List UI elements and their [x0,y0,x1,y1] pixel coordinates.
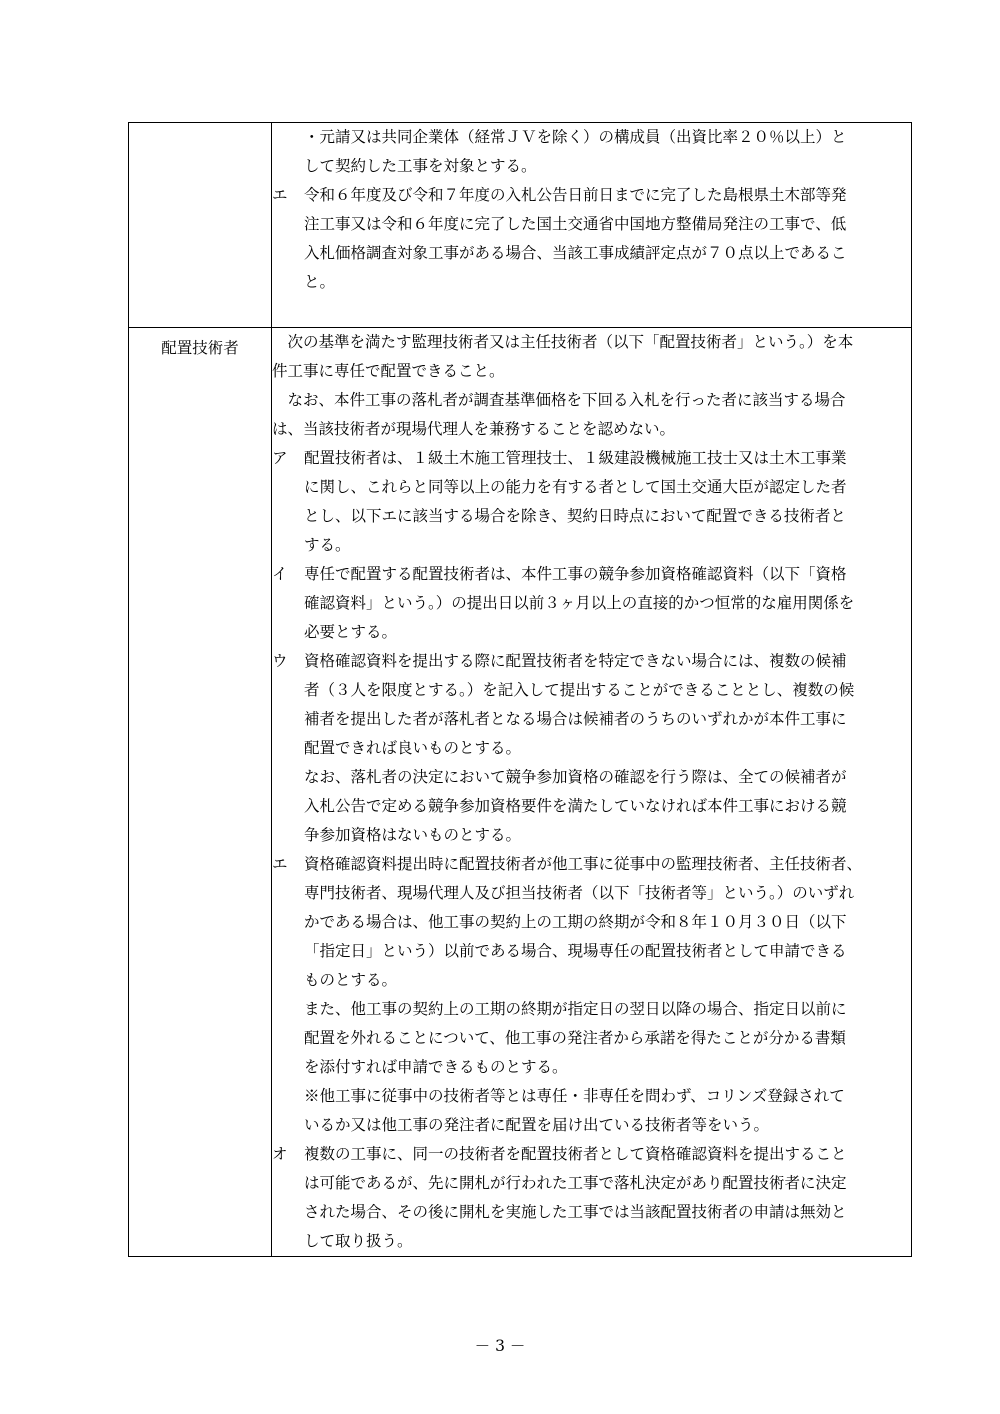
text-line: なお、本件工事の落札者が調査基準価格を下回る入札を行った者に該当する場合 [272,391,846,409]
text-line: に関し、これらと同等以上の能力を有する者として国土交通大臣が認定した者 [304,478,847,496]
text-line: を添付すれば申請できるものとする。 [304,1058,568,1076]
list-item [272,647,911,850]
text-line: 資格確認資料を提出する際に配置技術者を特定できない場合には、複数の候補 [304,652,847,670]
text-line: 専門技術者、現場代理人及び担当技術者（以下「技術者等」という。）のいずれ [304,884,855,902]
row-label: 配置技術者 [161,339,239,357]
text-line: 複数の工事に、同一の技術者を配置技術者として資格確認資料を提出すること [304,1145,847,1163]
item-marker: エ [272,855,288,873]
text-line: 配置できれば良いものとする。 [304,739,522,757]
text-line: ものとする。 [304,971,398,989]
text-line: して取り扱う。 [304,1232,413,1250]
text-line: 入札公告で定める競争参加資格要件を満たしていなければ本件工事における競 [304,797,847,815]
text-line: する。 [304,536,351,554]
text-line: 「指定日」という）以前である場合、現場専任の配置技術者として申請できる [304,942,847,960]
text-line: 争参加資格はないものとする。 [304,826,522,844]
page-number: － 3 － [474,1337,526,1355]
text-line: また、他工事の契約上の工期の終期が指定日の翌日以降の場合、指定日以前に [304,1000,847,1018]
text-line: と。 [304,273,336,291]
text-line: ※他工事に従事中の技術者等とは専任・非専任を問わず、コリンズ登録されて [304,1087,845,1105]
text-line: は、当該技術者が現場代理人を兼務することを認めない。 [272,420,676,438]
text-line: 注工事又は令和６年度に完了した国土交通省中国地方整備局発注の工事で、低 [304,215,847,233]
row-label [129,123,271,129]
item-marker: イ [272,565,288,583]
row-label-cell [129,328,272,1257]
row-content-cell [272,123,912,328]
text-line: 必要とする。 [304,623,398,641]
text-line: は可能であるが、先に開札が行われた工事で落札決定があり配置技術者に決定 [304,1174,847,1192]
row-label-cell [129,123,272,328]
text-line: 配置技術者は、１級土木施工管理技士、１級建設機械施工技士又は土木工事業 [304,449,847,467]
text-line: 者（３人を限度とする。）を記入して提出することができることとし、複数の候 [304,681,855,699]
item-marker: エ [272,186,288,204]
text-line: 次の基準を満たす監理技術者又は主任技術者（以下「配置技術者」という。）を本 [272,333,854,351]
item-marker: オ [272,1145,288,1163]
table-row [129,328,912,1257]
item-marker: ア [272,449,288,467]
item-marker: ウ [272,652,288,670]
text-line: 確認資料」という。）の提出日以前３ヶ月以上の直接的かつ恒常的な雇用関係を [304,594,855,612]
text-line: 補者を提出した者が落札者となる場合は候補者のうちのいずれかが本件工事に [304,710,847,728]
list-item [272,181,911,297]
text-line: 配置を外れることについて、他工事の発注者から承諾を得たことが分かる書類 [304,1029,846,1047]
text-line: された場合、その後に開札を実施した工事では当該配置技術者の申請は無効と [304,1203,847,1221]
text-line: 資格確認資料提出時に配置技術者が他工事に従事中の監理技術者、主任技術者、 [304,855,863,873]
row-content-cell [272,328,912,1257]
text-line: かである場合は、他工事の契約上の工期の終期が令和８年１０月３０日（以下 [304,913,847,931]
text-line: いるか又は他工事の発注者に配置を届け出ている技術者等をいう。 [304,1116,770,1134]
text-line: 専任で配置する配置技術者は、本件工事の競争参加資格確認資料（以下「資格 [304,565,847,583]
text-line: 入札価格調査対象工事がある場合、当該工事成績評定点が７０点以上であるこ [304,244,847,262]
text-line: なお、落札者の決定において競争参加資格の確認を行う際は、全ての候補者が [304,768,847,786]
list-item [272,850,911,1140]
list-item [272,444,911,560]
text-line: ・元請又は共同企業体（経常ＪＶを除く）の構成員（出資比率２０％以上）と [304,128,847,146]
text-line: して契約した工事を対象とする。 [304,157,537,175]
table-row [129,123,912,328]
text-line: 令和６年度及び令和７年度の入札公告日前日までに完了した島根県土木部等発 [304,186,847,204]
list-item [272,560,911,647]
requirements-table [128,122,912,1257]
text-line: とし、以下エに該当する場合を除き、契約日時点において配置できる技術者と [304,507,846,525]
text-line: 件工事に専任で配置できること。 [272,362,505,380]
list-item [272,1140,911,1256]
